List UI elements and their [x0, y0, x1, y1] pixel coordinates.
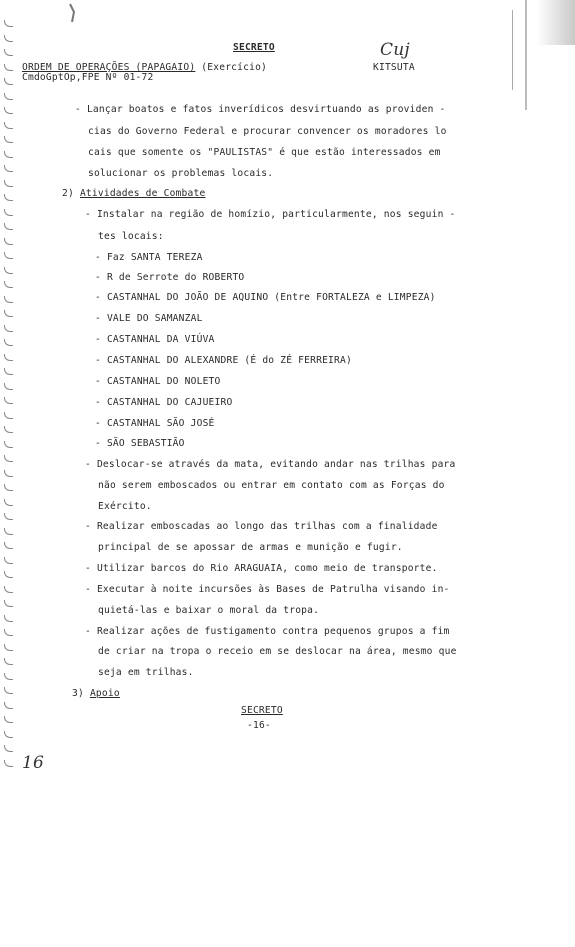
handwritten-initials: Cuj	[380, 40, 410, 60]
binder-hole	[4, 687, 13, 694]
emboscadas-line-2: principal de se apossar de armas e munição e fugir.	[98, 542, 403, 553]
location-item: - SÃO SEBASTIÃO	[95, 438, 185, 449]
binder-hole	[4, 528, 13, 535]
binder-hole	[4, 122, 13, 129]
location-item: - Faz SANTA TEREZA	[95, 252, 203, 263]
binder-hole	[4, 383, 13, 390]
binder-hole	[4, 339, 13, 346]
binder-hole	[4, 209, 13, 216]
incursoes-line-2: quietá-las e baixar o moral da tropa.	[98, 605, 320, 616]
fustigamento-line-3: seja em trilhas.	[98, 667, 194, 678]
binder-hole	[4, 252, 13, 259]
location-item: - CASTANHAL DO NOLETO	[95, 376, 221, 387]
intro-line-2: cias do Governo Federal e procurar convencer os moradores lo	[88, 126, 447, 137]
binder-hole	[4, 629, 13, 636]
binder-hole	[4, 310, 13, 317]
binder-hole	[4, 194, 13, 201]
deslocar-line-3: Exército.	[98, 501, 152, 512]
binder-hole	[4, 586, 13, 593]
section-2-title: 2) Atividades de Combate	[62, 188, 206, 199]
section-3-title-text: Apoio	[89, 688, 120, 699]
barcos-line: - Utilizar barcos do Rio ARAGUAIA, como meio de transporte.	[85, 563, 438, 574]
binder-hole	[4, 35, 13, 42]
fustigamento-line-1: - Realizar ações de fustigamento contra pequenos grupos a fim	[85, 626, 450, 637]
binder-hole	[4, 165, 13, 172]
intro-line-1: - Lançar boatos e fatos inverídicos desvirtuando as providen -	[75, 104, 446, 115]
binder-hole	[4, 412, 13, 419]
deslocar-line-1: - Deslocar-se através da mata, evitando andar nas trilhas para	[85, 459, 456, 470]
binder-hole	[4, 136, 13, 143]
intro-line-3: cais que somente os "PAULISTAS" é que estão interessados em	[88, 147, 441, 158]
binder-hole	[4, 470, 13, 477]
binder-hole	[4, 107, 13, 114]
binder-hole	[4, 93, 13, 100]
binder-hole	[4, 542, 13, 549]
binder-hole	[4, 296, 13, 303]
emboscadas-line-1: - Realizar emboscadas ao longo das trilhas com a finalidade	[85, 521, 438, 532]
location-item: - CASTANHAL DO ALEXANDRE (É do ZÉ FERREIRA)	[95, 355, 352, 366]
classification-top: SECRETO	[233, 42, 275, 53]
deslocar-line-2: não serem emboscados ou entrar em contato com as Forças do	[98, 480, 445, 491]
binder-hole	[4, 455, 13, 462]
binder-hole	[4, 325, 13, 332]
location-item: - R de Serrote do ROBERTO	[95, 272, 245, 283]
fustigamento-line-2: de criar na tropa o receio em se deslocar na área, mesmo que	[98, 646, 457, 657]
binder-hole	[4, 49, 13, 56]
handwritten-page-number: 16	[22, 753, 45, 773]
order-reference: CmdoGptOp,FPE Nº 01-72	[22, 72, 154, 83]
binder-hole	[4, 180, 13, 187]
binder-hole	[4, 368, 13, 375]
binder-hole	[4, 223, 13, 230]
binder-hole	[4, 745, 13, 752]
binder-hole	[4, 644, 13, 651]
intro-line-4: solucionar os problemas locais.	[88, 168, 274, 179]
binder-hole	[4, 78, 13, 85]
binder-hole	[4, 397, 13, 404]
staple-mark	[60, 0, 90, 30]
page-number: -16-	[247, 720, 271, 731]
binder-hole	[4, 354, 13, 361]
location-item: - CASTANHAL DO JOÃO DE AQUINO (Entre FORTALEZA e LIMPEZA)	[95, 292, 436, 303]
location-item: - CASTANHAL DO CAJUEIRO	[95, 397, 233, 408]
order-title: ORDEM DE OPERAÇÕES (PAPAGAIO)	[22, 62, 196, 73]
stamp: KITSUTA	[373, 62, 415, 73]
binder-hole	[4, 281, 13, 288]
binder-hole	[4, 499, 13, 506]
location-item: - CASTANHAL SÃO JOSÉ	[95, 418, 215, 429]
incursoes-line-1: - Executar à noite incursões às Bases de Patrulha visando in-	[85, 584, 450, 595]
section-2-title-text: Atividades de Combate	[79, 188, 206, 199]
margin-line	[512, 10, 513, 90]
order-subtitle: (Exercício)	[201, 62, 268, 73]
binder-hole	[4, 20, 13, 27]
binder-hole	[4, 760, 13, 767]
binder-hole	[4, 238, 13, 245]
binder-hole	[4, 615, 13, 622]
binder-hole	[4, 702, 13, 709]
location-item: - CASTANHAL DA VIÚVA	[95, 334, 215, 345]
binder-hole	[4, 571, 13, 578]
binder-hole	[4, 426, 13, 433]
location-item: - VALE DO SAMANZAL	[95, 313, 203, 324]
binder-hole	[4, 716, 13, 723]
binder-hole	[4, 658, 13, 665]
binder-hole	[4, 513, 13, 520]
scan-edge-shadow	[517, 0, 575, 110]
binder-hole	[4, 441, 13, 448]
binder-hole	[4, 267, 13, 274]
classification-bottom: SECRETO	[241, 705, 283, 716]
binder-hole	[4, 64, 13, 71]
binder-hole	[4, 484, 13, 491]
binder-hole	[4, 557, 13, 564]
binder-hole	[4, 600, 13, 607]
binder-hole	[4, 151, 13, 158]
binder-hole	[4, 731, 13, 738]
binder-hole	[4, 673, 13, 680]
section-3-title: 3) Apoio	[72, 688, 120, 699]
section-2-intro-2: tes locais:	[98, 231, 164, 242]
section-2-intro-1: - Instalar na região de homízio, particularmente, nos seguin -	[85, 209, 456, 220]
